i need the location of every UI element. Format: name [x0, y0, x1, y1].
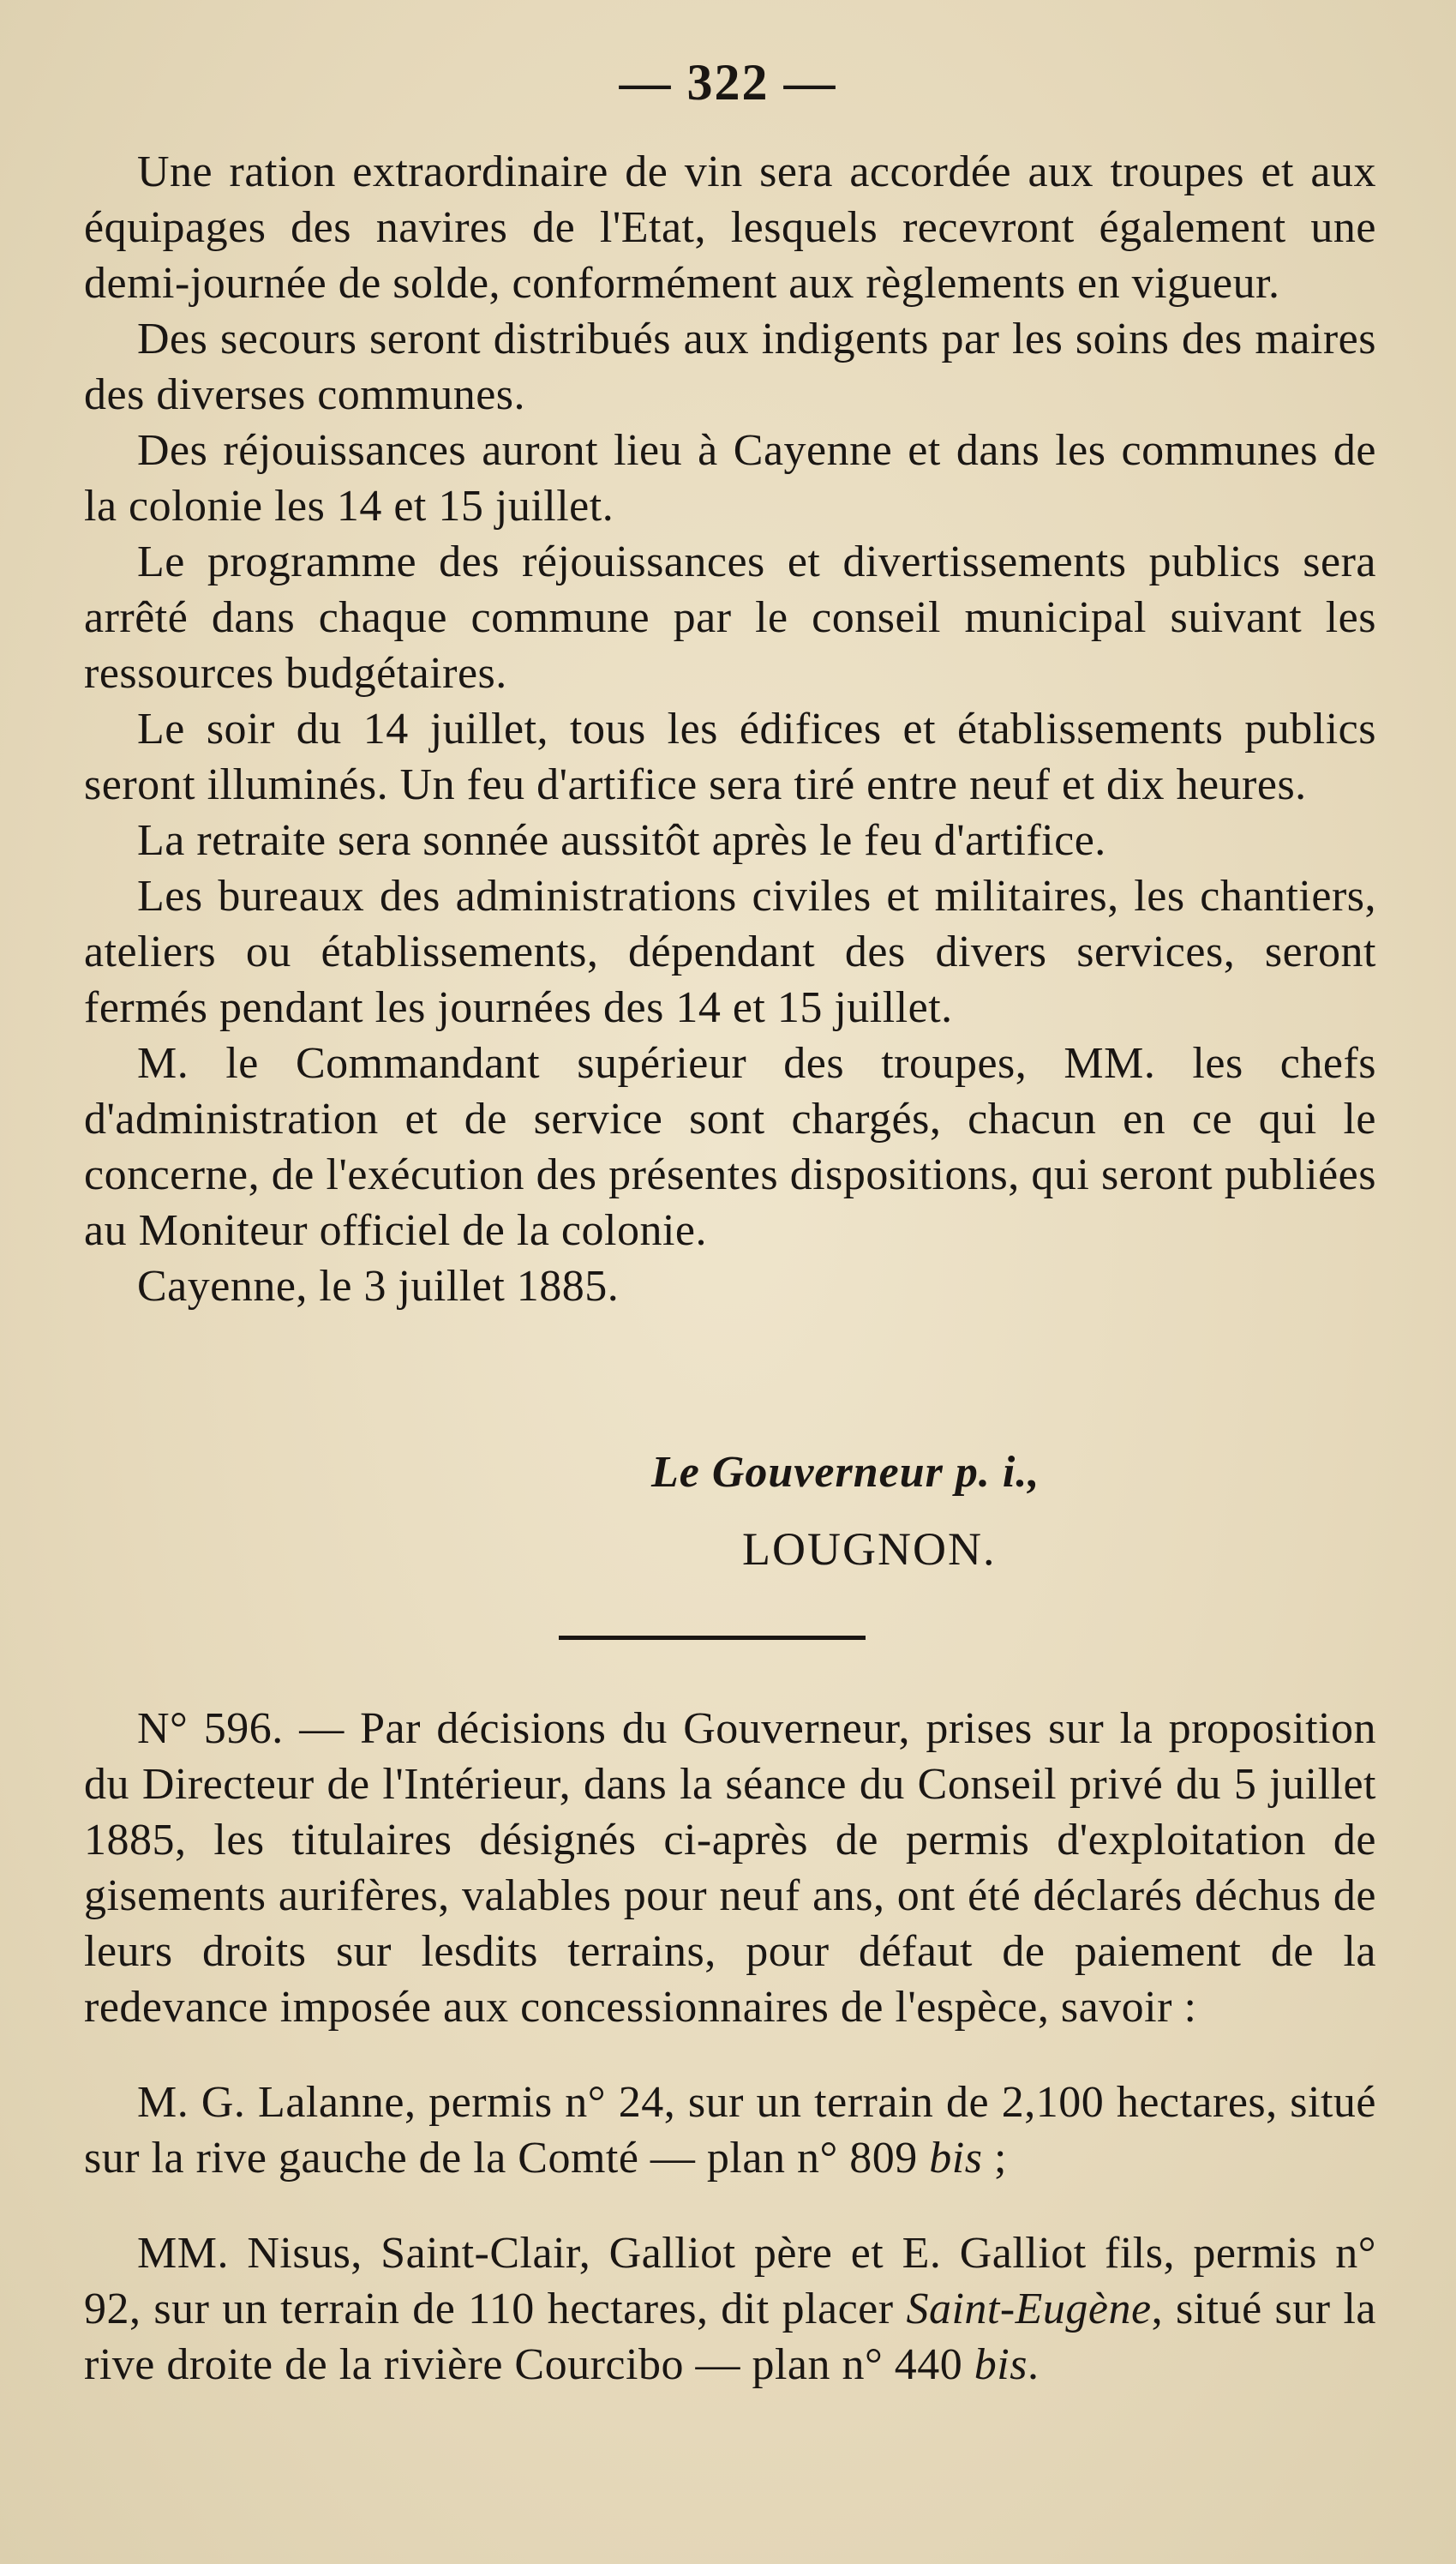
entry-end: .: [1027, 2340, 1040, 2389]
signature-title: Le Gouverneur p. i.,: [651, 1448, 1040, 1497]
entry-text-cont: , situé sur la rive droite de la rivière Courcibo — plan n° 440: [84, 2285, 1376, 2389]
entry-end: ;: [982, 2134, 1007, 2183]
signature-name: LOUGNON.: [742, 1523, 997, 1575]
place-name: Saint-Eugène: [906, 2285, 1152, 2333]
entry-text: MM. Nisus, Saint-Clair, Galliot père et E. Galliot fils, permis n° 92, sur un terrain de 110 hectares, dit placer: [84, 2229, 1376, 2333]
page-number: — 322 —: [619, 54, 837, 111]
paragraph: M. le Commandant supérieur des troupes, MM. les chefs d'administration et de service sont chargés, chacun en ce qui le concerne, de l'exécution des présentes dispositions, qui seront publiées au Moniteur officiel de la colonie.: [84, 1039, 1376, 1255]
list-item: [84, 2075, 1376, 2186]
paragraph: Le soir du 14 juillet, tous les édifices et établissements publics seront illuminés. Un feu d'artifice sera tiré entre neuf et dix heures.: [84, 705, 1376, 809]
paragraph: La retraite sera sonnée aussitôt après le feu d'artifice.: [137, 816, 1106, 865]
date-line: Cayenne, le 3 juillet 1885.: [137, 1262, 620, 1311]
notice-intro: N° 596. — Par décisions du Gouverneur, prises sur la proposition du Directeur de l'Intérieur, dans la séance du Conseil privé du 5 juillet 1885, les titulaires désignés ci-après de permis d'exploitation de gisements aurifères, valables pour neuf ans, ont été déclarés déchus de leurs droits sur lesdits terrains, pour défaut de paiement de la redevance imposée aux concessionnaires de l'espèce, savoir :: [84, 1704, 1376, 2032]
paragraph: Le programme des réjouissances et divertissements publics sera arrêté dans chaque commune par le conseil municipal suivant les ressources budgétaires.: [84, 537, 1376, 698]
list-item: [84, 2225, 1376, 2393]
paragraph: Une ration extraordinaire de vin sera accordée aux troupes et aux équipages des navires de l'Etat, lesquels recevront également une demi-journée de solde, conformément aux règlements en vigueur.: [84, 147, 1376, 308]
paragraph: Des réjouissances auront lieu à Cayenne et dans les communes de la colonie les 14 et 15 juillet.: [84, 426, 1376, 531]
paragraph: Des secours seront distribués aux indigents par les soins des maires des diverses communes.: [84, 315, 1376, 419]
entry-text: M. G. Lalanne, permis n° 24, sur un terrain de 2,100 hectares, situé sur la rive gauche de la Comté — plan n° 809: [84, 2078, 1376, 2183]
decree-body: [84, 144, 1376, 1314]
entry-suffix: bis: [929, 2134, 983, 2183]
entry-suffix: bis: [974, 2340, 1028, 2389]
paragraph: Les bureaux des administrations civiles et militaires, les chantiers, ateliers ou établissements, dépendant des divers services, seront fermés pendant les journées des 14 et 15 juillet.: [84, 872, 1376, 1032]
section-separator: [559, 1636, 866, 1640]
notice-596: [84, 1701, 1376, 2393]
